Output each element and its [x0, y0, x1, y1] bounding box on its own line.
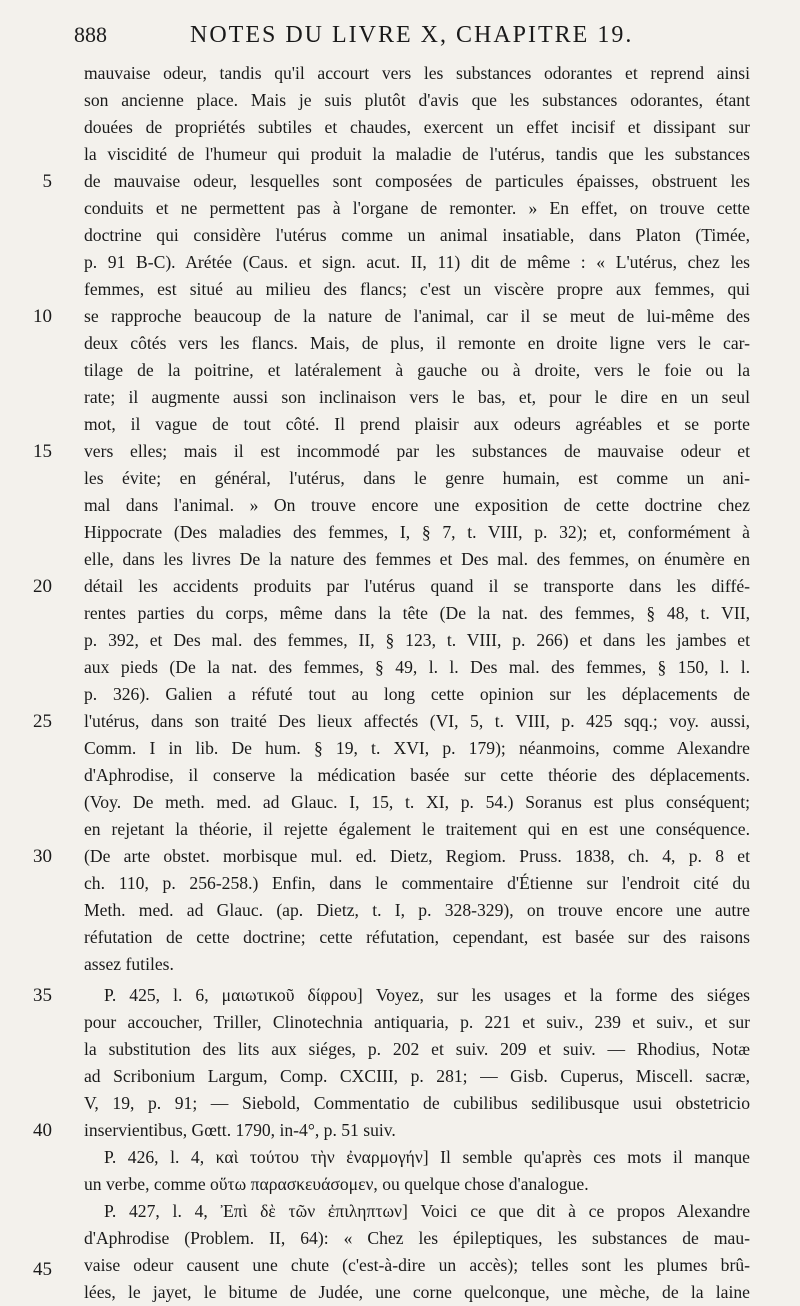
note-line: un verbe, comme οὕτω παρασκευάσομεν, ou quelque chose d'analogue.: [84, 1174, 589, 1194]
text-line: mot, il vague de tout côté. Il prend plaisir aux odeurs agréables et se porte: [84, 414, 750, 434]
text-line: vers elles; mais il est incommodé par les substances de mauvaise odeur et: [84, 441, 750, 461]
note-line: inservientibus, Gœtt. 1790, in-4°, p. 51 suiv.: [84, 1120, 396, 1140]
text-line: rate; il augmente aussi son inclinaison vers le bas, et, pour le dire en un seul: [84, 387, 750, 407]
note-line: la substitution des lits aux siéges, p. 202 et suiv. 209 et suiv. — Rhodius, Notæ: [84, 1039, 750, 1059]
text-line: son ancienne place. Mais je suis plutôt d'avis que les substances odorantes, étant: [84, 90, 750, 110]
note-line: P. 426, l. 4, καὶ τούτου τὴν ἐναρμογήν] Il semble qu'après ces mots il manque: [104, 1147, 750, 1167]
page-number: 888: [74, 22, 107, 47]
text-line: aux pieds (De la nat. des femmes, § 49, l. l. Des mal. des femmes, § 150, l. l.: [84, 657, 750, 677]
text-line: mauvaise odeur, tandis qu'il accourt vers les substances odorantes et reprend ainsi: [84, 63, 750, 83]
text-line: elle, dans les livres De la nature des femmes et Des mal. des femmes, on énumère en: [84, 549, 750, 569]
note-line: P. 427, l. 4, Ἐπὶ δὲ τῶν ἐπιληπτων] Voici ce que dit à ce propos Alexandre: [104, 1201, 750, 1221]
text-line: la viscidité de l'humeur qui produit la maladie de l'utérus, tandis que les substances: [84, 144, 750, 164]
text-line: en rejetant la théorie, il rejette également le traitement qui en est une conséquence.: [84, 819, 750, 839]
line-number-20: 20: [33, 576, 52, 597]
note-line: lées, le jayet, le bitume de Judée, une corne quelconque, une mèche, de la laine: [84, 1282, 750, 1302]
note-line: ad Scribonium Largum, Comp. CXCIII, p. 281; — Gisb. Cuperus, Miscell. sacræ,: [84, 1066, 750, 1086]
text-line: détail les accidents produits par l'utérus quand il se transporte dans les diffé-: [84, 576, 750, 596]
text-line: (Voy. De meth. med. ad Glauc. I, 15, t. XI, p. 54.) Soranus est plus conséquent;: [84, 792, 750, 812]
text-line: femmes, est situé au milieu des flancs; c'est un viscère propre aux femmes, qui: [84, 279, 750, 299]
line-number-25: 25: [33, 711, 52, 732]
text-line: rentes parties du corps, même dans la tête (De la nat. des femmes, § 48, t. VII,: [84, 603, 750, 623]
note-line: V, 19, p. 91; — Siebold, Commentatio de cubilibus sedilibusque usui obstetricio: [84, 1093, 750, 1113]
note-line: P. 425, l. 6, μαιωτικοῦ δίφρου] Voyez, sur les usages et la forme des siéges: [104, 985, 750, 1005]
line-number-40: 40: [33, 1120, 52, 1141]
text-line: tilage de la poitrine, et latéralement à gauche ou à droite, vers le foie ou la: [84, 360, 750, 380]
text-line: (De arte obstet. morbisque mul. ed. Dietz, Regiom. Pruss. 1838, ch. 4, p. 8 et: [84, 846, 750, 866]
text-line: les évite; en général, l'utérus, dans le genre humain, est comme un ani-: [84, 468, 750, 488]
text-line: conduits et ne permettent pas à l'organe de remonter. » En effet, on trouve cette: [84, 198, 750, 218]
text-line: réfutation de cette doctrine; cette réfutation, cependant, est basée sur des raisons: [84, 927, 750, 947]
running-head: [72, 18, 762, 58]
line-number-10: 10: [33, 306, 52, 327]
text-line: l'utérus, dans son traité Des lieux affectés (VI, 5, t. VIII, p. 425 sqq.; voy. aussi,: [84, 711, 750, 731]
text-line: p. 326). Galien a réfuté tout au long cette opinion sur les déplacements de: [84, 684, 750, 704]
text-line: p. 392, et Des mal. des femmes, II, § 123, t. VIII, p. 266) et dans les jambes et: [84, 630, 750, 650]
text-line: se rapproche beaucoup de la nature de l'animal, car il se meut de lui-même des: [84, 306, 750, 326]
line-number-30: 30: [33, 846, 52, 867]
note-line: pour accoucher, Triller, Clinotechnia antiquaria, p. 221 et suiv., 239 et suiv., et sur: [84, 1012, 750, 1032]
text-line: mal dans l'animal. » On trouve encore une exposition de cette doctrine chez: [84, 495, 750, 515]
line-number-15: 15: [33, 441, 52, 462]
text-line: deux côtés vers les flancs. Mais, de plus, il remonte en droite ligne vers le car-: [84, 333, 750, 353]
text-line: assez futiles.: [84, 954, 174, 974]
text-line: douées de propriétés subtiles et chaudes, exercent un effet incisif et dissipant sur: [84, 117, 750, 137]
text-line: d'Aphrodise, il conserve la médication basée sur cette théorie des déplacements.: [84, 765, 750, 785]
line-number-5: 5: [42, 171, 52, 192]
text-line: Comm. I in lib. De hum. § 19, t. XVI, p. 179); néanmoins, comme Alexandre: [84, 738, 750, 758]
line-number-45: 45: [33, 1259, 52, 1280]
line-number-35: 35: [33, 985, 52, 1006]
text-line: Meth. med. ad Glauc. (ap. Dietz, t. I, p. 328-329), on trouve encore une autre: [84, 900, 750, 920]
text-line: Hippocrate (Des maladies des femmes, I, § 7, t. VIII, p. 32); et, conformément à: [84, 522, 750, 542]
body-text: [84, 60, 750, 1306]
note-line: vaise odeur causent une chute (c'est-à-dire un accès); telles sont les plumes brû-: [84, 1255, 750, 1275]
text-line: p. 91 B-C). Arétée (Caus. et sign. acut. II, 11) dit de même : « L'utérus, chez les: [84, 252, 750, 272]
text-line: de mauvaise odeur, lesquelles sont composées de particules épaisses, obstruent les: [84, 171, 750, 191]
text-line: doctrine qui considère l'utérus comme un animal insatiable, dans Platon (Timée,: [84, 225, 750, 245]
text-line: ch. 110, p. 256-258.) Enfin, dans le commentaire d'Étienne sur l'endroit cité du: [84, 873, 750, 893]
note-line: d'Aphrodise (Problem. II, 64): « Chez les épileptiques, les substances de mau-: [84, 1228, 750, 1248]
running-title: NOTES DU LIVRE X, CHAPITRE 19.: [190, 22, 634, 48]
